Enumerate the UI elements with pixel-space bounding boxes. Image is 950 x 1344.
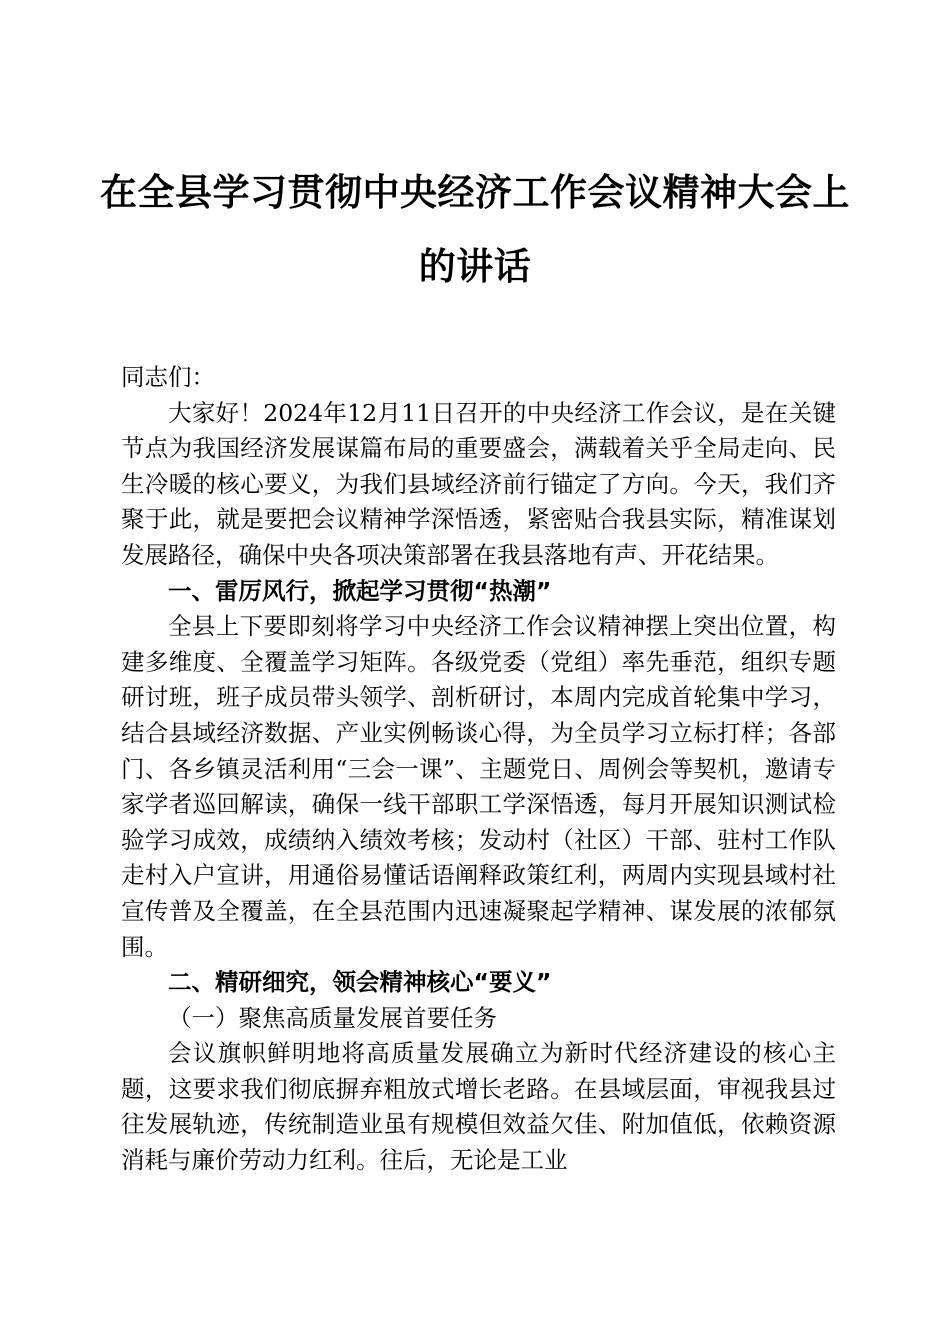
- document-title-line1: 在全县学习贯彻中央经济工作会议精神大会上: [100, 170, 850, 214]
- document-body: [121, 360, 836, 1179]
- section1-paragraph: 全县上下要即刻将学习中央经济工作会议精神摆上突出位置，构建多维度、全覆盖学习矩阵。各级党委（党组）率先垂范，组织专题研讨班，班子成员带头领学、剖析研讨，本周内完成首轮集中学习，结合县域经济数据、产业实例畅谈心得，为全员学习立标打样；各部门、各乡镇灵活利用“三会一课”、主题党日、周例会等契机，邀请专家学者巡回解读，确保一线干部职工学深悟透，每月开展知识测试检验学习成效，成绩纳入绩效考核；发动村（社区）干部、驻村工作队走村入户宣讲，用通俗易懂话语阐释政策红利，两周内实现县域村社宣传普及全覆盖，在全县范围内迅速凝聚起学精神、谋发展的浓郁氛围。: [121, 612, 836, 961]
- intro-paragraph: 大家好！2024年12月11日召开的中央经济工作会议，是在关键节点为我国经济发展谋篇布局的重要盛会，满载着关乎全局走向、民生冷暖的核心要义，为我们县域经济前行锚定了方向。今天，我们齐聚于此，就是要把会议精神学深悟透，紧密贴合我县实际，精准谋划发展路径，确保中央各项决策部署在我县落地有声、开花结果。: [121, 398, 836, 569]
- subsection1-heading: （一）聚焦高质量发展首要任务: [168, 1003, 497, 1032]
- document-title-line2: 的讲话: [418, 244, 532, 288]
- section1-heading: 一、雷厉风行，掀起学习贯彻“热潮”: [168, 576, 552, 605]
- section2-heading: 二、精研细究，领会精神核心“要义”: [168, 968, 552, 997]
- subsection1-paragraph: 会议旗帜鲜明地将高质量发展确立为新时代经济建设的核心主题，这要求我们彻底摒弃粗放式增长老路。在县域层面，审视我县过往发展轨迹，传统制造业虽有规模但效益欠佳、附加值低，依赖资源消耗与廉价劳动力红利。往后，无论是工业: [121, 1039, 836, 1175]
- salutation: 同志们：: [121, 363, 215, 391]
